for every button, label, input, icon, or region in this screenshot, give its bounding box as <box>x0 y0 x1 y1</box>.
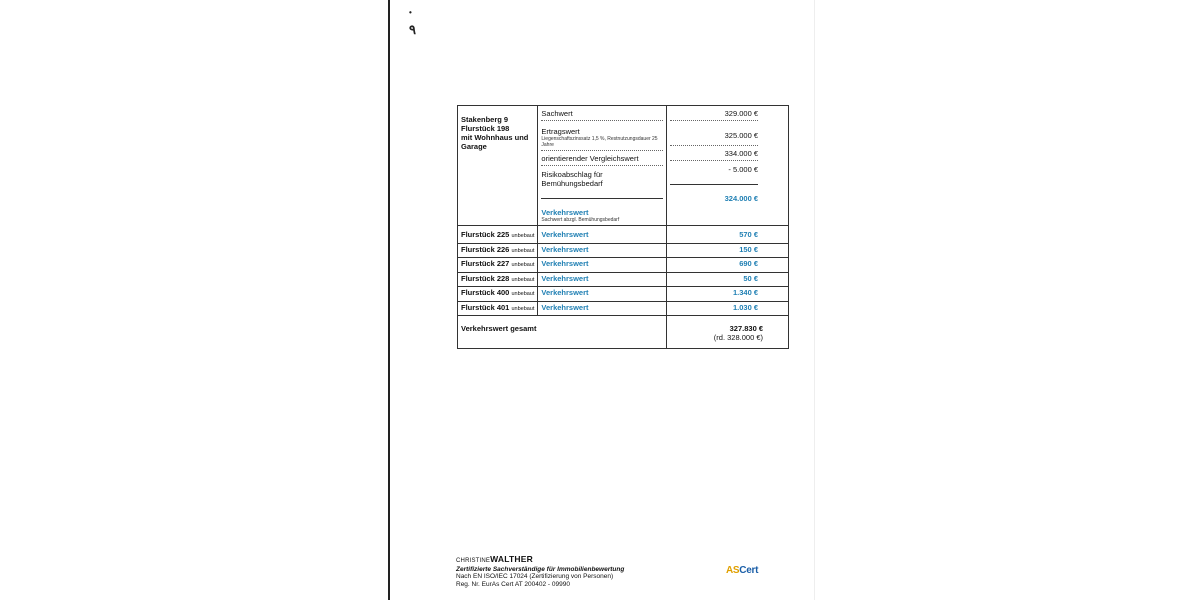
risiko-label: Risikoabschlag für Bemühungsbedarf <box>541 166 663 199</box>
plot-label: Verkehrswert <box>538 272 667 287</box>
plot-label: Verkehrswert <box>538 258 667 273</box>
ertragswert-value: 325.000 € <box>670 121 758 146</box>
plot-name: Flurstück 227 unbebaut <box>458 258 538 273</box>
total-label: Verkehrswert gesamt <box>458 316 667 349</box>
scan-dot: • <box>409 8 412 17</box>
plot-name: Flurstück 401 unbebaut <box>458 301 538 316</box>
footer <box>456 556 624 588</box>
plot-name: Flurstück 228 unbebaut <box>458 272 538 287</box>
main-property-row <box>458 106 789 226</box>
property-line-2: Flurstück 198 <box>461 124 510 133</box>
risiko-value: - 5.000 € <box>670 161 758 185</box>
property-line-1: Stakenberg 9 <box>461 115 509 124</box>
plot-row <box>458 226 789 244</box>
value-cell <box>667 106 789 226</box>
plot-label: Verkehrswert <box>538 301 667 316</box>
plot-value: 1.340 € <box>667 287 789 302</box>
vergleich-label: orientierender Vergleichswert <box>541 151 663 166</box>
property-line-3: mit Wohnhaus und <box>461 133 529 142</box>
plot-value: 150 € <box>667 243 789 258</box>
expert-name: CHRISTINEWALTHER <box>456 554 533 564</box>
total-value-cell <box>667 316 789 349</box>
valuation-table <box>457 105 789 349</box>
ertragswert-note: Liegenschaftszinssatz 1,5 %, Restnutzungsdauer 25 Jahre <box>541 136 658 148</box>
plot-row <box>458 243 789 258</box>
property-line-4: Garage <box>461 142 487 151</box>
verkehrswert-block <box>541 199 663 225</box>
plot-row <box>458 301 789 316</box>
plot-value: 50 € <box>667 272 789 287</box>
certification-line: Nach EN ISO/IEC 17024 (Zertifizierung von Personen) <box>456 573 614 580</box>
total-value: 327.830 € <box>729 324 763 333</box>
document-page <box>388 0 814 600</box>
plot-value: 690 € <box>667 258 789 273</box>
plot-label: Verkehrswert <box>538 287 667 302</box>
sachwert-label: Sachwert <box>541 106 663 121</box>
vergleich-value: 334.000 € <box>670 146 758 161</box>
registration-line: Reg. Nr. EurAs Cert AT 200402 - 09990 <box>456 580 570 588</box>
plot-name: Flurstück 225 unbebaut <box>458 226 538 244</box>
ertragswert-block <box>541 121 663 151</box>
verkehrswert-value: 324.000 € <box>724 194 758 203</box>
total-row <box>458 316 789 349</box>
expert-title: Zertifizierte Sachverständige für Immobilienbewertung <box>456 565 625 573</box>
ascert-logo: ASCert <box>726 565 759 576</box>
plot-value: 570 € <box>667 226 789 244</box>
plot-label: Verkehrswert <box>538 226 667 244</box>
scan-mark: ٩ <box>409 22 416 37</box>
plot-row <box>458 258 789 273</box>
sachwert-value: 329.000 € <box>670 106 758 121</box>
total-rounded: (rd. 328.000 €) <box>713 333 763 342</box>
plot-row <box>458 272 789 287</box>
method-cell <box>538 106 667 226</box>
property-name <box>458 106 538 226</box>
plot-name: Flurstück 400 unbebaut <box>458 287 538 302</box>
plot-row <box>458 287 789 302</box>
plot-label: Verkehrswert <box>538 243 667 258</box>
plot-name: Flurstück 226 unbebaut <box>458 243 538 258</box>
plot-value: 1.030 € <box>667 301 789 316</box>
verkehrswert-label: Verkehrswert <box>541 208 589 217</box>
verkehrswert-note: Sachwert abzgl. Bemühungsbedarf <box>541 217 620 223</box>
ertragswert-label: Ertragswert <box>541 127 580 136</box>
